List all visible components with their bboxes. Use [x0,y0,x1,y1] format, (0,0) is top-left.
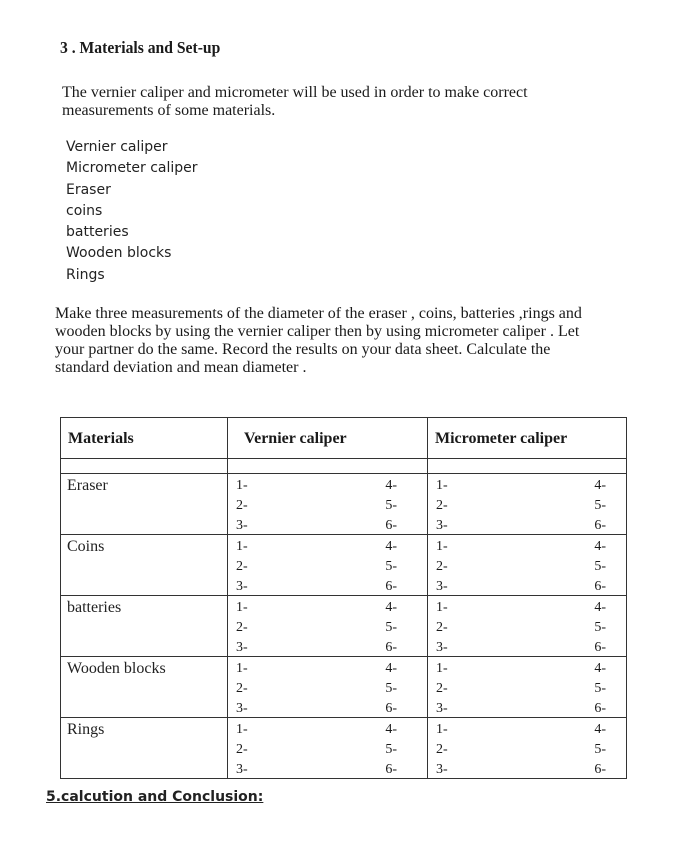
micrometer-label: 2- [436,681,448,696]
micrometer-label: 5- [594,498,606,513]
vernier-label: 2- [236,559,248,574]
vernier-label: 3- [236,640,248,655]
vernier-label: 5- [385,681,397,696]
micrometer-label: 1- [436,539,448,554]
vernier-cell[interactable] [228,596,428,657]
table-row [61,535,627,596]
vernier-cell[interactable] [228,718,428,779]
vernier-label: 5- [385,498,397,513]
micrometer-label: 5- [594,620,606,635]
vernier-cell[interactable] [228,657,428,718]
instructions-paragraph [55,305,582,377]
vernier-label: 6- [385,762,397,777]
micrometer-label: 3- [436,579,448,594]
vernier-label: 1- [236,661,248,676]
vernier-label: 6- [385,701,397,716]
vernier-label: 2- [236,742,248,757]
micrometer-label: 6- [594,579,606,594]
materials-list-item: Vernier caliper [66,139,168,155]
vernier-label: 4- [385,539,397,554]
material-name: Eraser [61,474,228,535]
vernier-cell[interactable] [228,535,428,596]
instruction-line: wooden blocks by using the vernier caliper then by using micrometer caliper . Let [55,323,580,340]
vernier-label: 6- [385,640,397,655]
section-title: 3 . Materials and Set-up [60,38,221,57]
table-spacer-row [61,459,627,474]
micrometer-label: 4- [594,478,606,493]
measurements-table [60,417,627,779]
intro-paragraph [62,84,528,120]
intro-line: measurements of some materials. [62,102,276,119]
material-name: batteries [61,596,228,657]
vernier-label: 4- [385,722,397,737]
micrometer-label: 4- [594,722,606,737]
micrometer-label: 1- [436,600,448,615]
instruction-line: standard deviation and mean diameter . [55,359,307,376]
vernier-cell[interactable] [228,474,428,535]
vernier-label: 4- [385,600,397,615]
header-micrometer-caliper: Micrometer caliper [428,418,627,459]
micrometer-cell[interactable] [428,474,627,535]
vernier-label: 2- [236,681,248,696]
conclusion-heading: 5.calcution and Conclusion: [46,789,264,805]
table-row [61,596,627,657]
material-name: Rings [61,718,228,779]
material-name: Coins [61,535,228,596]
micrometer-label: 4- [594,539,606,554]
micrometer-label: 6- [594,640,606,655]
micrometer-label: 4- [594,661,606,676]
micrometer-label: 2- [436,620,448,635]
materials-list-item: Rings [66,266,105,283]
table-row [61,718,627,779]
micrometer-label: 5- [594,559,606,574]
header-vernier-caliper: Vernier caliper [228,418,428,459]
vernier-label: 3- [236,701,248,716]
vernier-label: 6- [385,518,397,533]
micrometer-label: 3- [436,701,448,716]
micrometer-label: 1- [436,722,448,737]
micrometer-label: 6- [594,518,606,533]
vernier-label: 4- [385,661,397,676]
micrometer-cell[interactable] [428,535,627,596]
materials-list-item: batteries [66,224,129,241]
micrometer-cell[interactable] [428,718,627,779]
micrometer-label: 5- [594,742,606,757]
table-row [61,657,627,718]
instruction-line: your partner do the same. Record the results on your data sheet. Calculate the [55,341,551,358]
micrometer-label: 6- [594,701,606,716]
instruction-line: Make three measurements of the diameter of the eraser , coins, batteries ,rings and [55,305,582,322]
vernier-label: 6- [385,579,397,594]
micrometer-label: 3- [436,518,448,533]
micrometer-label: 1- [436,661,448,676]
micrometer-label: 5- [594,681,606,696]
material-name: Wooden blocks [61,657,228,718]
vernier-label: 5- [385,559,397,574]
intro-line: The vernier caliper and micrometer will be used in order to make correct [62,84,528,101]
vernier-label: 2- [236,620,248,635]
vernier-label: 4- [385,478,397,493]
micrometer-label: 2- [436,498,448,513]
micrometer-label: 3- [436,640,448,655]
vernier-label: 1- [236,478,248,493]
micrometer-label: 2- [436,559,448,574]
materials-list-item: Micrometer caliper [66,160,198,177]
materials-list-item: Eraser [66,181,111,198]
vernier-label: 5- [385,620,397,635]
vernier-label: 2- [236,498,248,513]
vernier-label: 3- [236,762,248,777]
materials-list [66,137,198,286]
vernier-label: 3- [236,579,248,594]
materials-list-item: Wooden blocks [66,245,172,262]
micrometer-cell[interactable] [428,657,627,718]
header-materials: Materials [61,418,228,459]
vernier-label: 1- [236,600,248,615]
micrometer-label: 2- [436,742,448,757]
micrometer-cell[interactable] [428,596,627,657]
vernier-label: 1- [236,722,248,737]
materials-list-item: coins [66,202,103,219]
micrometer-label: 1- [436,478,448,493]
vernier-label: 5- [385,742,397,757]
vernier-label: 3- [236,518,248,533]
table-row [61,474,627,535]
micrometer-label: 4- [594,600,606,615]
vernier-label: 1- [236,539,248,554]
table-header-row [61,418,627,459]
micrometer-label: 6- [594,762,606,777]
micrometer-label: 3- [436,762,448,777]
